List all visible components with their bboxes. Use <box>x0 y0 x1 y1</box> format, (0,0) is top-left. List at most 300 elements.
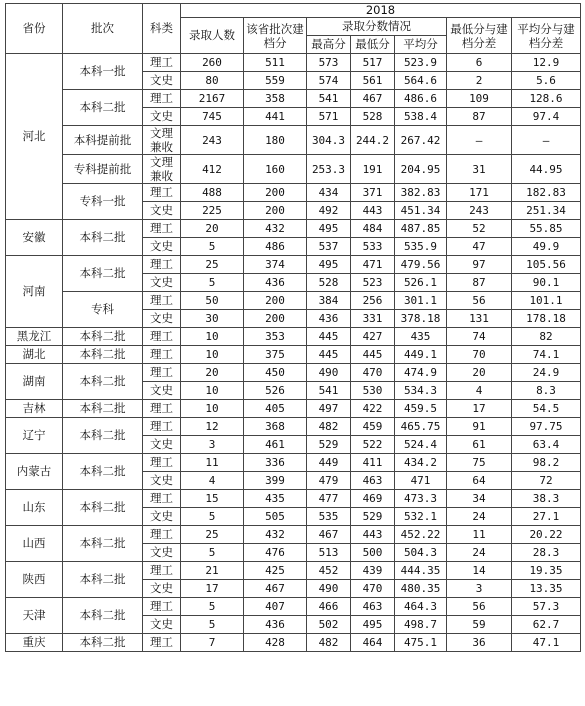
cell-min: 459 <box>351 418 395 436</box>
cell-province: 辽宁 <box>6 418 63 454</box>
cell-min: 422 <box>351 400 395 418</box>
cell-enrolled: 2167 <box>181 90 244 108</box>
cell-control: 505 <box>244 508 307 526</box>
cell-batch: 本科二批 <box>63 562 143 598</box>
cell-province: 山东 <box>6 490 63 526</box>
cell-category: 理工 <box>143 526 181 544</box>
cell-control: 526 <box>244 382 307 400</box>
cell-batch: 本科二批 <box>63 526 143 562</box>
cell-max: 495 <box>307 256 351 274</box>
cell-min-diff: 11 <box>447 526 512 544</box>
cell-min-diff: 17 <box>447 400 512 418</box>
cell-avg: 378.18 <box>395 310 447 328</box>
cell-enrolled: 488 <box>181 184 244 202</box>
cell-enrolled: 3 <box>181 436 244 454</box>
cell-min-diff: 24 <box>447 508 512 526</box>
cell-avg: 267.42 <box>395 126 447 155</box>
cell-min: 464 <box>351 634 395 652</box>
cell-province: 河南 <box>6 256 63 328</box>
cell-enrolled: 225 <box>181 202 244 220</box>
cell-max: 445 <box>307 346 351 364</box>
cell-enrolled: 5 <box>181 238 244 256</box>
cell-min-diff: 70 <box>447 346 512 364</box>
cell-enrolled: 5 <box>181 508 244 526</box>
cell-avg: 465.75 <box>395 418 447 436</box>
cell-max: 528 <box>307 274 351 292</box>
cell-max: 304.3 <box>307 126 351 155</box>
cell-category: 文史 <box>143 238 181 256</box>
cell-control: 405 <box>244 400 307 418</box>
cell-avg-diff: – <box>512 126 581 155</box>
table-row <box>6 54 581 72</box>
cell-min: 469 <box>351 490 395 508</box>
cell-category: 文理兼收 <box>143 126 181 155</box>
cell-batch: 专科一批 <box>63 184 143 220</box>
cell-control: 441 <box>244 108 307 126</box>
cell-enrolled: 30 <box>181 310 244 328</box>
cell-min: 411 <box>351 454 395 472</box>
cell-control: 432 <box>244 220 307 238</box>
cell-enrolled: 243 <box>181 126 244 155</box>
cell-min-diff: 24 <box>447 544 512 562</box>
cell-province: 黑龙江 <box>6 328 63 346</box>
cell-batch: 本科提前批 <box>63 126 143 155</box>
cell-min: 561 <box>351 72 395 90</box>
header-year: 2018 <box>181 4 581 18</box>
cell-province: 河北 <box>6 54 63 220</box>
header-category: 科类 <box>143 4 181 54</box>
cell-min-diff: 64 <box>447 472 512 490</box>
cell-avg-diff: 19.35 <box>512 562 581 580</box>
cell-avg-diff: 54.5 <box>512 400 581 418</box>
header-batch: 批次 <box>63 4 143 54</box>
cell-category: 理工 <box>143 562 181 580</box>
cell-avg: 534.3 <box>395 382 447 400</box>
cell-province: 湖北 <box>6 346 63 364</box>
cell-batch: 本科二批 <box>63 598 143 634</box>
cell-min-diff: 14 <box>447 562 512 580</box>
cell-min-diff: 59 <box>447 616 512 634</box>
cell-min-diff: 61 <box>447 436 512 454</box>
cell-enrolled: 50 <box>181 292 244 310</box>
cell-control: 435 <box>244 490 307 508</box>
cell-avg-diff: 97.4 <box>512 108 581 126</box>
cell-avg: 471 <box>395 472 447 490</box>
cell-avg: 464.3 <box>395 598 447 616</box>
cell-avg: 532.1 <box>395 508 447 526</box>
cell-batch: 本科一批 <box>63 54 143 90</box>
cell-enrolled: 12 <box>181 418 244 436</box>
cell-avg: 498.7 <box>395 616 447 634</box>
cell-avg: 444.35 <box>395 562 447 580</box>
cell-avg: 434.2 <box>395 454 447 472</box>
table-row <box>6 598 581 616</box>
cell-enrolled: 20 <box>181 364 244 382</box>
cell-enrolled: 25 <box>181 526 244 544</box>
cell-control: 160 <box>244 155 307 184</box>
header-control-line: 该省批次建档分 <box>244 18 307 54</box>
table-row <box>6 184 581 202</box>
cell-batch: 本科二批 <box>63 490 143 526</box>
cell-category: 理工 <box>143 364 181 382</box>
cell-control: 200 <box>244 292 307 310</box>
cell-avg-diff: 44.95 <box>512 155 581 184</box>
cell-min-diff: 243 <box>447 202 512 220</box>
cell-min-diff: 87 <box>447 274 512 292</box>
cell-min: 443 <box>351 202 395 220</box>
cell-max: 573 <box>307 54 351 72</box>
cell-min: 463 <box>351 472 395 490</box>
cell-province: 内蒙古 <box>6 454 63 490</box>
cell-min: 523 <box>351 274 395 292</box>
cell-enrolled: 25 <box>181 256 244 274</box>
cell-min-diff: 87 <box>447 108 512 126</box>
cell-min: 427 <box>351 328 395 346</box>
cell-min-diff: 91 <box>447 418 512 436</box>
cell-min-diff: 171 <box>447 184 512 202</box>
cell-control: 180 <box>244 126 307 155</box>
cell-control: 486 <box>244 238 307 256</box>
header-max: 最高分 <box>307 36 351 54</box>
table-row <box>6 490 581 508</box>
cell-max: 467 <box>307 526 351 544</box>
cell-avg: 486.6 <box>395 90 447 108</box>
cell-min: 530 <box>351 382 395 400</box>
cell-min: 529 <box>351 508 395 526</box>
cell-category: 理工 <box>143 598 181 616</box>
cell-control: 353 <box>244 328 307 346</box>
cell-enrolled: 5 <box>181 616 244 634</box>
cell-max: 452 <box>307 562 351 580</box>
cell-avg: 535.9 <box>395 238 447 256</box>
cell-control: 476 <box>244 544 307 562</box>
cell-min-diff: 2 <box>447 72 512 90</box>
cell-max: 490 <box>307 364 351 382</box>
cell-enrolled: 4 <box>181 472 244 490</box>
cell-enrolled: 745 <box>181 108 244 126</box>
cell-category: 文史 <box>143 472 181 490</box>
cell-max: 445 <box>307 328 351 346</box>
cell-avg-diff: 55.85 <box>512 220 581 238</box>
header-avg-diff: 平均分与建档分差 <box>512 18 581 54</box>
cell-province: 安徽 <box>6 220 63 256</box>
cell-min-diff: 97 <box>447 256 512 274</box>
cell-batch: 本科二批 <box>63 220 143 256</box>
cell-min: 528 <box>351 108 395 126</box>
table-row <box>6 454 581 472</box>
cell-max: 482 <box>307 634 351 652</box>
cell-max: 537 <box>307 238 351 256</box>
cell-control: 559 <box>244 72 307 90</box>
cell-control: 436 <box>244 274 307 292</box>
cell-category: 理工 <box>143 490 181 508</box>
table-row <box>6 562 581 580</box>
table-row <box>6 155 581 184</box>
cell-min-diff: 47 <box>447 238 512 256</box>
cell-avg-diff: 82 <box>512 328 581 346</box>
cell-max: 529 <box>307 436 351 454</box>
cell-min: 467 <box>351 90 395 108</box>
table-row <box>6 346 581 364</box>
cell-min-diff: 52 <box>447 220 512 238</box>
table-row <box>6 292 581 310</box>
cell-min-diff: 109 <box>447 90 512 108</box>
cell-category: 文史 <box>143 72 181 90</box>
table-row <box>6 256 581 274</box>
cell-avg-diff: 62.7 <box>512 616 581 634</box>
cell-avg-diff: 12.9 <box>512 54 581 72</box>
header-score-situation: 录取分数情况 <box>307 18 447 36</box>
cell-category: 文理兼收 <box>143 155 181 184</box>
cell-min: 443 <box>351 526 395 544</box>
cell-min: 331 <box>351 310 395 328</box>
cell-avg-diff: 105.56 <box>512 256 581 274</box>
cell-max: 384 <box>307 292 351 310</box>
cell-category: 文史 <box>143 202 181 220</box>
cell-min: 522 <box>351 436 395 454</box>
cell-category: 文史 <box>143 274 181 292</box>
cell-enrolled: 20 <box>181 220 244 238</box>
cell-category: 文史 <box>143 508 181 526</box>
table-row <box>6 328 581 346</box>
cell-control: 200 <box>244 184 307 202</box>
cell-category: 理工 <box>143 346 181 364</box>
cell-category: 理工 <box>143 400 181 418</box>
cell-category: 理工 <box>143 220 181 238</box>
cell-enrolled: 5 <box>181 274 244 292</box>
cell-enrolled: 412 <box>181 155 244 184</box>
cell-category: 理工 <box>143 454 181 472</box>
cell-province: 重庆 <box>6 634 63 652</box>
cell-control: 467 <box>244 580 307 598</box>
cell-control: 436 <box>244 616 307 634</box>
cell-control: 511 <box>244 54 307 72</box>
cell-min: 495 <box>351 616 395 634</box>
cell-category: 理工 <box>143 54 181 72</box>
cell-control: 425 <box>244 562 307 580</box>
cell-avg: 451.34 <box>395 202 447 220</box>
cell-category: 理工 <box>143 256 181 274</box>
cell-avg-diff: 20.22 <box>512 526 581 544</box>
header-avg: 平均分 <box>395 36 447 54</box>
cell-control: 358 <box>244 90 307 108</box>
cell-batch: 本科二批 <box>63 364 143 400</box>
cell-province: 天津 <box>6 598 63 634</box>
cell-min-diff: 56 <box>447 598 512 616</box>
cell-batch: 本科二批 <box>63 454 143 490</box>
table-row <box>6 126 581 155</box>
cell-max: 449 <box>307 454 351 472</box>
cell-avg: 475.1 <box>395 634 447 652</box>
cell-category: 理工 <box>143 328 181 346</box>
cell-min: 244.2 <box>351 126 395 155</box>
cell-max: 490 <box>307 580 351 598</box>
cell-min-diff: 34 <box>447 490 512 508</box>
cell-category: 文史 <box>143 382 181 400</box>
cell-min: 256 <box>351 292 395 310</box>
cell-max: 502 <box>307 616 351 634</box>
cell-province: 陕西 <box>6 562 63 598</box>
cell-control: 374 <box>244 256 307 274</box>
cell-max: 482 <box>307 418 351 436</box>
cell-max: 495 <box>307 220 351 238</box>
cell-avg-diff: 182.83 <box>512 184 581 202</box>
cell-control: 368 <box>244 418 307 436</box>
cell-avg-diff: 27.1 <box>512 508 581 526</box>
cell-avg-diff: 8.3 <box>512 382 581 400</box>
cell-avg-diff: 178.18 <box>512 310 581 328</box>
cell-category: 文史 <box>143 436 181 454</box>
cell-min: 439 <box>351 562 395 580</box>
cell-category: 文史 <box>143 108 181 126</box>
cell-category: 理工 <box>143 418 181 436</box>
cell-max: 466 <box>307 598 351 616</box>
cell-max: 479 <box>307 472 351 490</box>
cell-avg-diff: 97.75 <box>512 418 581 436</box>
cell-avg: 487.85 <box>395 220 447 238</box>
cell-max: 535 <box>307 508 351 526</box>
cell-avg-diff: 38.3 <box>512 490 581 508</box>
cell-min: 470 <box>351 580 395 598</box>
cell-province: 湖南 <box>6 364 63 400</box>
cell-enrolled: 10 <box>181 400 244 418</box>
cell-min: 191 <box>351 155 395 184</box>
cell-enrolled: 21 <box>181 562 244 580</box>
cell-avg: 435 <box>395 328 447 346</box>
cell-max: 513 <box>307 544 351 562</box>
cell-min: 445 <box>351 346 395 364</box>
cell-avg: 459.5 <box>395 400 447 418</box>
cell-max: 497 <box>307 400 351 418</box>
cell-batch: 本科二批 <box>63 634 143 652</box>
cell-avg: 452.22 <box>395 526 447 544</box>
cell-enrolled: 5 <box>181 544 244 562</box>
cell-category: 文史 <box>143 616 181 634</box>
cell-enrolled: 11 <box>181 454 244 472</box>
cell-category: 理工 <box>143 292 181 310</box>
cell-control: 407 <box>244 598 307 616</box>
cell-max: 541 <box>307 382 351 400</box>
cell-max: 253.3 <box>307 155 351 184</box>
cell-min-diff: 31 <box>447 155 512 184</box>
cell-avg-diff: 47.1 <box>512 634 581 652</box>
cell-min-diff: 36 <box>447 634 512 652</box>
cell-avg: 504.3 <box>395 544 447 562</box>
table-row <box>6 220 581 238</box>
cell-min: 517 <box>351 54 395 72</box>
cell-min: 371 <box>351 184 395 202</box>
cell-avg: 523.9 <box>395 54 447 72</box>
cell-avg-diff: 24.9 <box>512 364 581 382</box>
cell-max: 434 <box>307 184 351 202</box>
cell-avg: 538.4 <box>395 108 447 126</box>
cell-avg: 480.35 <box>395 580 447 598</box>
cell-min-diff: – <box>447 126 512 155</box>
cell-avg: 449.1 <box>395 346 447 364</box>
cell-avg: 473.3 <box>395 490 447 508</box>
cell-category: 理工 <box>143 634 181 652</box>
table-row <box>6 400 581 418</box>
cell-category: 文史 <box>143 544 181 562</box>
cell-avg-diff: 13.35 <box>512 580 581 598</box>
table-row <box>6 364 581 382</box>
cell-min: 484 <box>351 220 395 238</box>
cell-avg-diff: 74.1 <box>512 346 581 364</box>
cell-max: 477 <box>307 490 351 508</box>
cell-enrolled: 10 <box>181 382 244 400</box>
cell-avg-diff: 72 <box>512 472 581 490</box>
cell-control: 432 <box>244 526 307 544</box>
cell-batch: 本科二批 <box>63 346 143 364</box>
cell-min-diff: 3 <box>447 580 512 598</box>
table-row <box>6 90 581 108</box>
cell-enrolled: 80 <box>181 72 244 90</box>
cell-avg-diff: 28.3 <box>512 544 581 562</box>
cell-avg: 204.95 <box>395 155 447 184</box>
header-min: 最低分 <box>351 36 395 54</box>
cell-min-diff: 131 <box>447 310 512 328</box>
cell-min: 471 <box>351 256 395 274</box>
cell-batch: 本科二批 <box>63 400 143 418</box>
cell-min-diff: 74 <box>447 328 512 346</box>
table-body <box>6 4 581 652</box>
cell-min-diff: 4 <box>447 382 512 400</box>
cell-batch: 本科二批 <box>63 256 143 292</box>
cell-avg-diff: 128.6 <box>512 90 581 108</box>
cell-control: 461 <box>244 436 307 454</box>
cell-category: 文史 <box>143 580 181 598</box>
cell-avg: 526.1 <box>395 274 447 292</box>
cell-batch: 专科提前批 <box>63 155 143 184</box>
cell-avg-diff: 251.34 <box>512 202 581 220</box>
table-row <box>6 526 581 544</box>
cell-max: 541 <box>307 90 351 108</box>
cell-avg: 382.83 <box>395 184 447 202</box>
cell-max: 571 <box>307 108 351 126</box>
cell-batch: 本科二批 <box>63 418 143 454</box>
cell-batch: 本科二批 <box>63 328 143 346</box>
header-province: 省份 <box>6 4 63 54</box>
cell-category: 理工 <box>143 90 181 108</box>
cell-avg: 479.56 <box>395 256 447 274</box>
cell-min: 533 <box>351 238 395 256</box>
table-row <box>6 418 581 436</box>
cell-category: 理工 <box>143 184 181 202</box>
cell-avg-diff: 57.3 <box>512 598 581 616</box>
cell-category: 文史 <box>143 310 181 328</box>
cell-enrolled: 260 <box>181 54 244 72</box>
cell-avg: 564.6 <box>395 72 447 90</box>
cell-control: 450 <box>244 364 307 382</box>
cell-enrolled: 15 <box>181 490 244 508</box>
cell-control: 200 <box>244 310 307 328</box>
cell-max: 492 <box>307 202 351 220</box>
cell-control: 399 <box>244 472 307 490</box>
cell-avg-diff: 90.1 <box>512 274 581 292</box>
cell-control: 375 <box>244 346 307 364</box>
cell-avg-diff: 98.2 <box>512 454 581 472</box>
admission-table <box>5 3 581 652</box>
cell-enrolled: 10 <box>181 346 244 364</box>
cell-province: 吉林 <box>6 400 63 418</box>
cell-avg: 301.1 <box>395 292 447 310</box>
cell-avg-diff: 63.4 <box>512 436 581 454</box>
cell-min: 463 <box>351 598 395 616</box>
cell-enrolled: 10 <box>181 328 244 346</box>
cell-enrolled: 17 <box>181 580 244 598</box>
cell-avg-diff: 5.6 <box>512 72 581 90</box>
cell-min-diff: 20 <box>447 364 512 382</box>
